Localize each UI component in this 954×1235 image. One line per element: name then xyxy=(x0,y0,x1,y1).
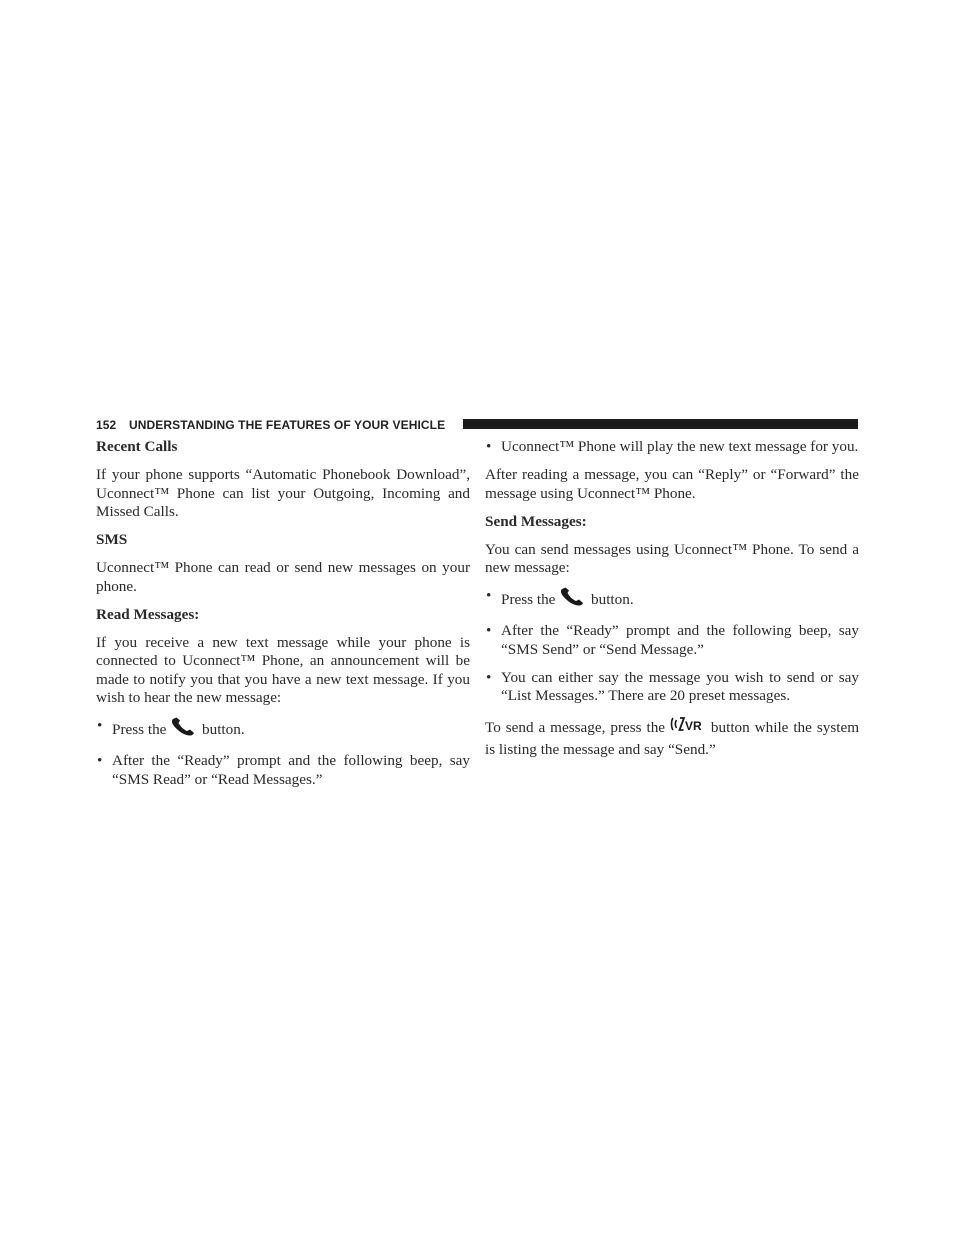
recent-calls-heading: Recent Calls xyxy=(96,438,178,455)
list-item xyxy=(485,669,859,706)
sms-heading: SMS xyxy=(96,531,128,548)
closing-text xyxy=(485,715,859,759)
section-title: UNDERSTANDING THE FEATURES OF YOUR VEHICLE xyxy=(129,418,446,432)
bullet-dot: • xyxy=(486,587,492,604)
list-item xyxy=(96,752,470,789)
left-column xyxy=(96,438,470,789)
sms-body: Uconnect™ Phone can read or send new messages on your phone. xyxy=(96,559,470,595)
read-messages-heading: Read Messages: xyxy=(96,605,200,623)
closing-before: To send a message, press the xyxy=(485,719,666,736)
after-reading-text: After reading a message, you can “Reply” or “Forward” the message using Uconnect™ Phone. xyxy=(485,466,859,502)
list-item xyxy=(96,717,470,743)
page-header xyxy=(96,417,858,433)
bullet-dot: • xyxy=(486,668,492,686)
recent-calls-body: If your phone supports “Automatic Phonebook Download”, Uconnect™ Phone can list your Outgoing, Incoming and Missed Calls. xyxy=(96,466,470,520)
bullet-dot: • xyxy=(486,438,492,455)
bullet-dot: • xyxy=(97,717,103,734)
right-column xyxy=(485,438,859,759)
phone-icon xyxy=(170,717,198,743)
press-text: Press the xyxy=(501,591,556,608)
bullet-text: Uconnect™ Phone will play the new text message for you. xyxy=(501,438,859,455)
bullet-text: You can either say the message you wish to send or say “List Messages.” There are 20 preset messages. xyxy=(501,668,859,704)
bullet-text: After the “Ready” prompt and the following beep, say “SMS Send” or “Send Message.” xyxy=(501,622,859,658)
phone-icon xyxy=(559,587,587,613)
button-text: button. xyxy=(202,721,245,738)
voice-recognition-icon xyxy=(670,715,706,741)
list-item xyxy=(485,587,859,613)
header-rule xyxy=(463,419,858,429)
page-number: 152 xyxy=(96,418,117,432)
send-messages-body: You can send messages using Uconnect™ Phone. To send a new message: xyxy=(485,540,859,576)
list-item xyxy=(485,438,859,457)
press-text: Press the xyxy=(112,721,167,738)
list-item xyxy=(485,622,859,659)
bullet-dot: • xyxy=(486,622,492,639)
bullet-text: After the “Ready” prompt and the following beep, say “SMS Read” or “Read Messages.” xyxy=(112,752,470,788)
button-text: button. xyxy=(591,591,634,608)
read-messages-body: If you receive a new text message while your phone is connected to Uconnect™ Phone, an announcement will be made to notify you that you have a new text message. If you wish to hear the new message: xyxy=(96,633,470,706)
closing-after: button while the system is listing the message and say “Send.” xyxy=(485,719,860,758)
send-messages-heading: Send Messages: xyxy=(485,512,587,530)
bullet-dot: • xyxy=(97,752,103,769)
vr-label: VR xyxy=(684,719,702,733)
